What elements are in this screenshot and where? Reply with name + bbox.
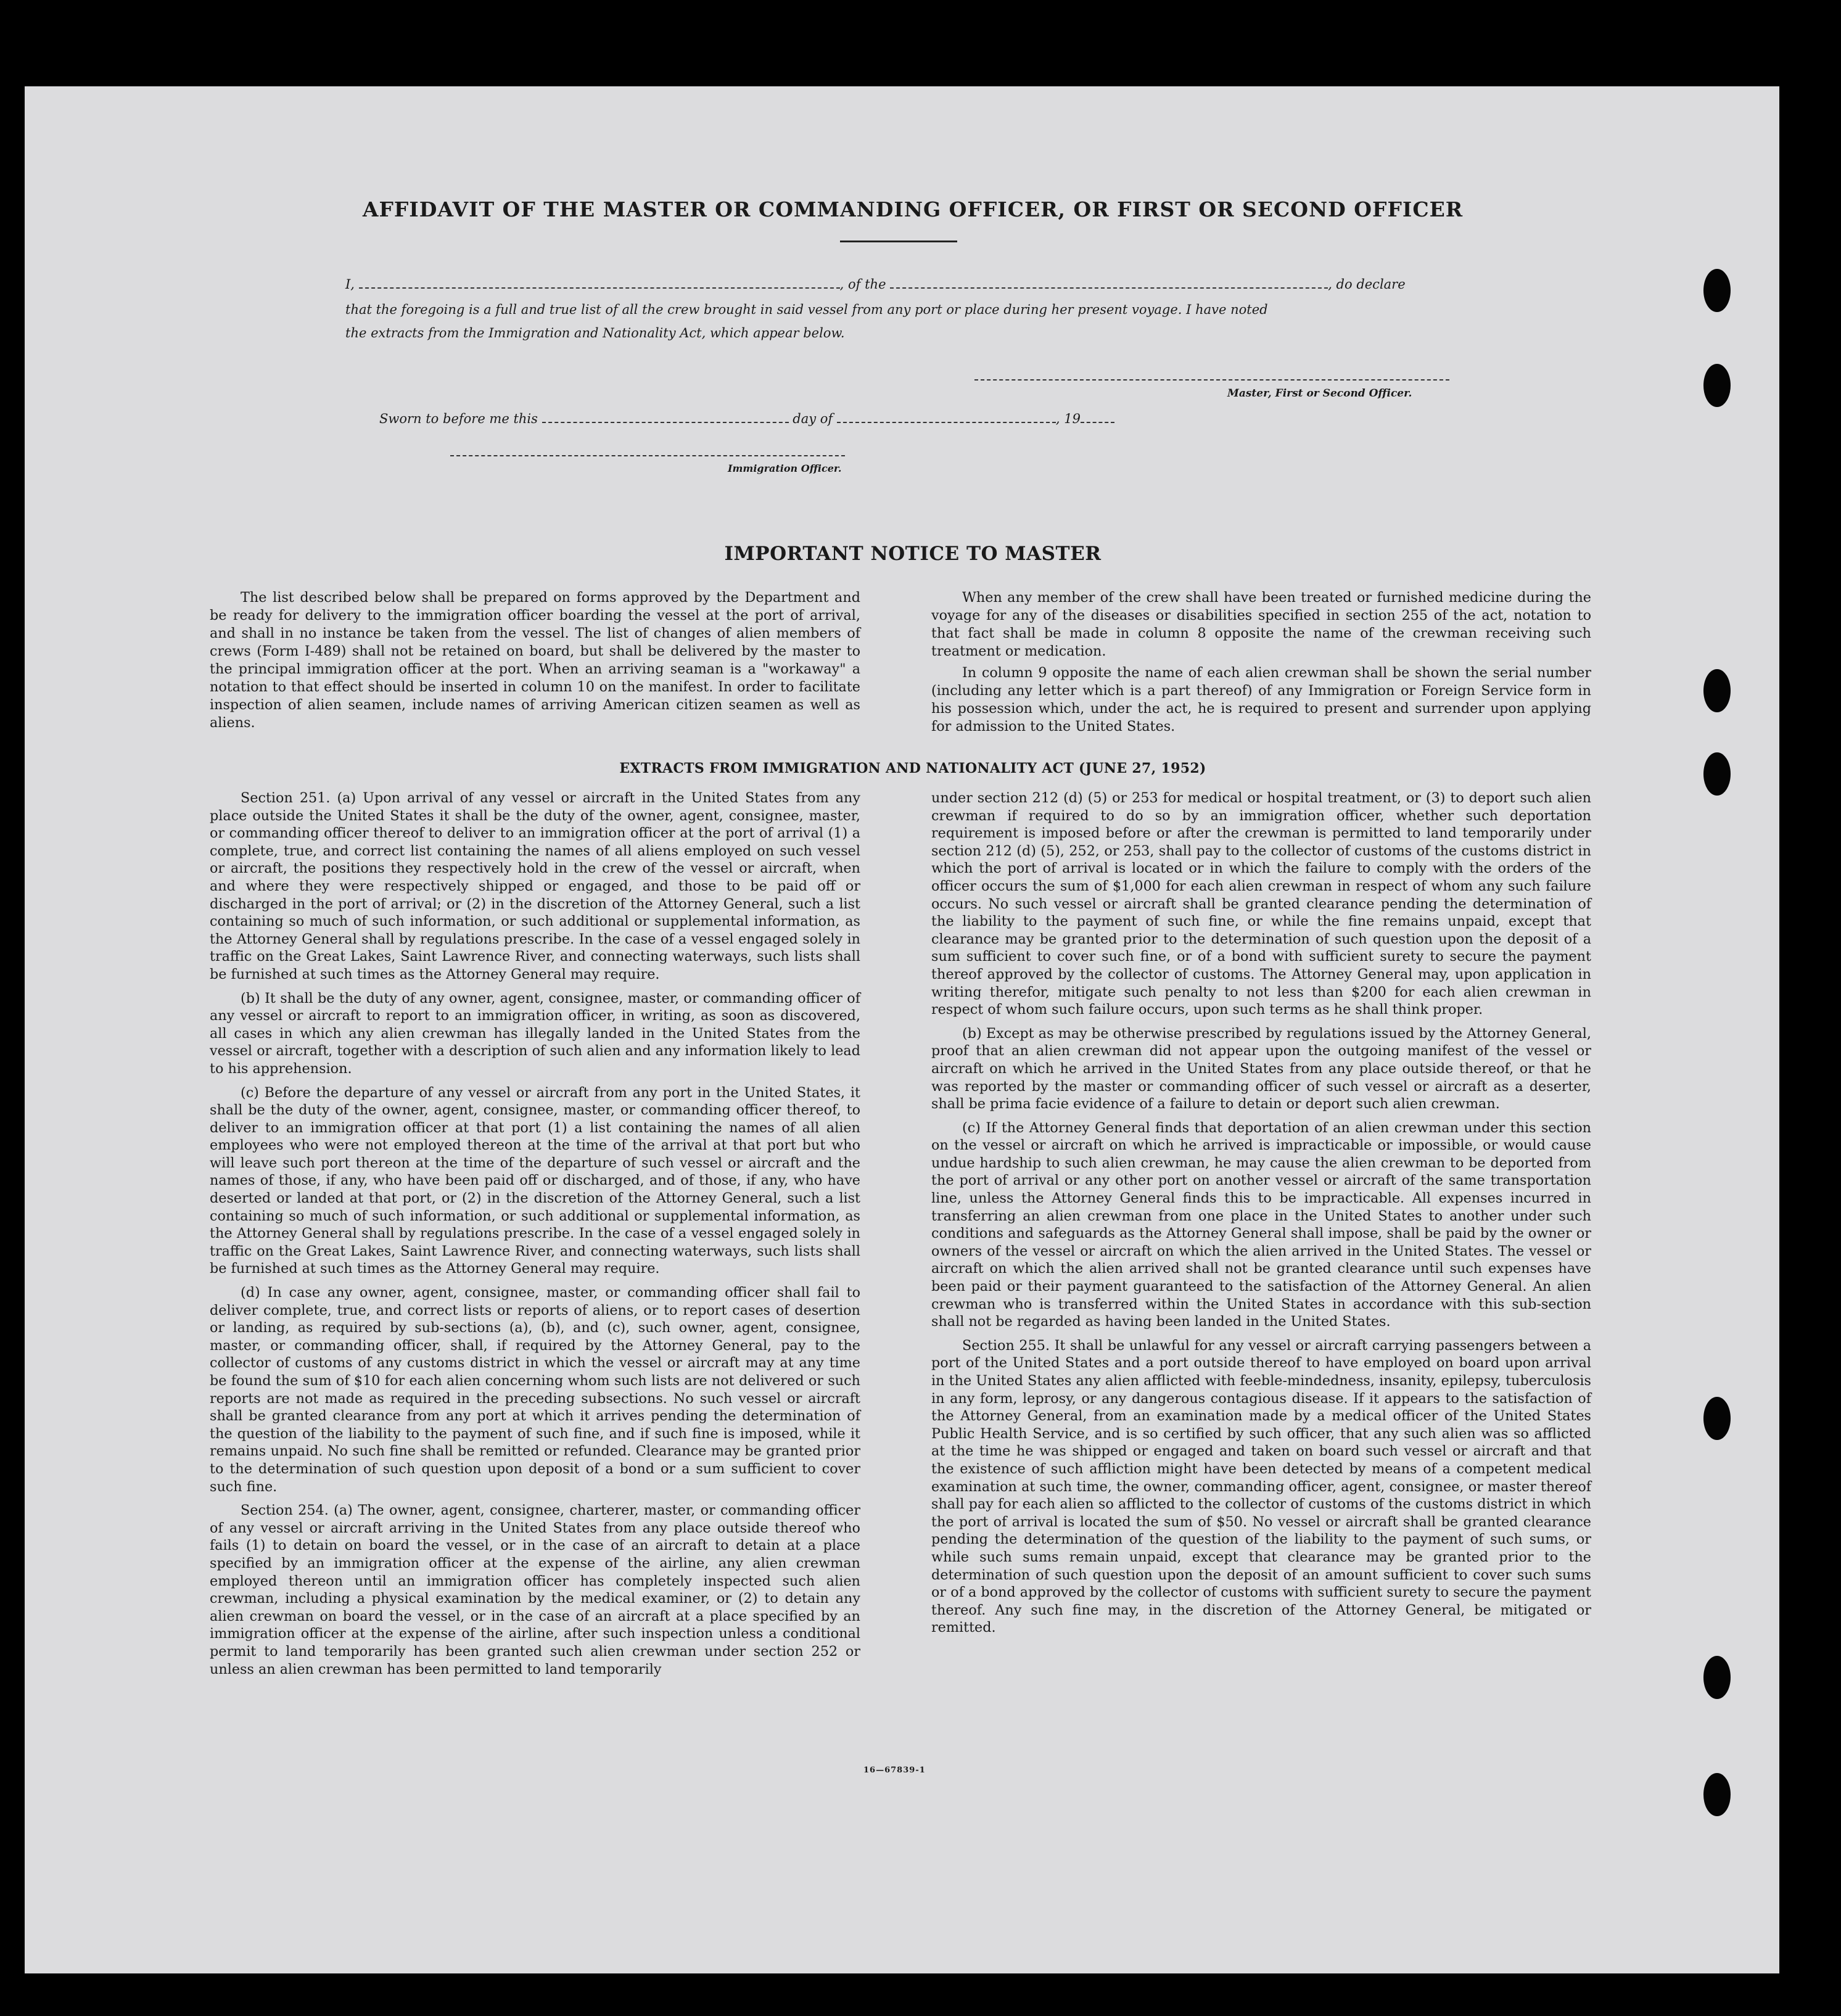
title-divider: [840, 241, 957, 242]
sworn-line: [379, 407, 1114, 426]
extract-paragraph: (c) Before the departure of any vessel or aircraft from any port in the United States, it shall be the duty of the owner, agent, consignee, master, or commanding officer thereof, to deliver to an immigration officer at that port (1) a list containing the names of all alien employees who were not employed thereon at the time of the arrival at that port but who will leave such port thereon at the time of the departure of such vessel or aircraft and the names of those, if any, who have been paid off or discharged, and of those, if any, who have deserted or landed at that port, or (2) in the discretion of the Attorney General, such a list containing so much of such information, or such additional or supplemental information, as the Attorney General shall by regulations prescribe. In the case of a vessel engaged solely in traffic on the Great Lakes, Saint Lawrence River, and connecting waterways, such lists shall be furnished at such times as the Attorney General may require.: [210, 1084, 860, 1277]
binder-hole: [1703, 1397, 1731, 1440]
extract-paragraph: (b) It shall be the duty of any owner, agent, consignee, master, or commanding officer of any vessel or aircraft to report to an immigration officer, in writing, as soon as discovered, all cases in which any alien crewman has illegally landed in the United States from the vessel or aircraft, together with a description of such alien and any information likely to lead to his apprehension.: [210, 990, 860, 1077]
vessel-name-field[interactable]: [890, 273, 1328, 289]
binder-hole: [1703, 669, 1731, 712]
notice-paragraph: When any member of the crew shall have been treated or furnished medicine during the voyage for any of the diseases or disabilities specified in section 255 of the act, notation to that fact shall be made in column 8 opposite the name of the crewman receiving such treatment or medication.: [931, 590, 1591, 659]
immigration-officer-signature-field[interactable]: [450, 455, 845, 456]
binder-hole: [1703, 1656, 1731, 1699]
binder-hole: [1703, 752, 1731, 796]
sworn-year-field[interactable]: [1081, 407, 1114, 423]
vessel-prefix: , of the: [839, 277, 886, 292]
form-number: 16—67839-1: [863, 1766, 926, 1775]
sworn-prefix: Sworn to before me this: [379, 411, 538, 426]
master-signature-field[interactable]: [974, 379, 1449, 381]
extract-paragraph: Section 251. (a) Upon arrival of any vessel or aircraft in the United States from any place outside the United States it shall be the duty of the owner, agent, consignee, master, or commanding officer thereof to deliver to an immigration officer at the port of arrival (1) a complete, true, and correct list containing the names of all aliens employed on such vessel or aircraft, the positions they respectively hold in the crew of the vessel or aircraft, when and where they were respectively shipped or engaged, and those to be paid off or discharged in the port of arrival; or (2) in the discretion of the Attorney General, such a list containing so much of such information, or such additional or supplemental information, as the Attorney General shall by regulations prescribe. In the case of a vessel engaged solely in traffic on the Great Lakes, Saint Lawrence River, and connecting waterways, such lists shall be furnished at such times as the Attorney General may require.: [210, 790, 860, 982]
notice-left-column: [210, 589, 860, 736]
binder-hole: [1703, 269, 1731, 312]
extracts-title: EXTRACTS FROM IMMIGRATION AND NATIONALITY ACT (JUNE 27, 1952): [619, 760, 1206, 776]
affidavit-title: AFFIDAVIT OF THE MASTER OR COMMANDING OFFICER, OR FIRST OR SECOND OFFICER: [362, 197, 1464, 221]
notice-paragraph: In column 9 opposite the name of each alien crewman shall be shown the serial number (including any letter which is a part thereof) of any Immigration or Foreign Service form in his possession which, under the act, he is required to present and surrender upon applying for admission to the United States.: [931, 665, 1591, 734]
notice-title: IMPORTANT NOTICE TO MASTER: [724, 543, 1102, 565]
extracts-right-column: [931, 789, 1591, 1643]
extract-paragraph: under section 212 (d) (5) or 253 for medical or hospital treatment, or (3) to deport such alien crewman if required to do so by an immigration officer, whether such deportation requirement is imposed before or after the crewman is permitted to land temporarily under section 212 (d) (5), 252, or 253, shall pay to the collector of customs of the customs district in which the port of arrival is located or in which the failure to comply with the orders of the officer occurs the sum of $1,000 for each alien crewman in respect of whom any such failure occurs. No such vessel or aircraft shall be granted clearance pending the determination of the liability to the payment of such fine, or while the fine remains unpaid, except that clearance may be granted prior to the determination of such question upon the deposit of a sum sufficient to cover such fine, or of a bond with sufficient surety to secure the payment thereof approved by the collector of customs. The Attorney General may, upon application in writing therefor, mitigate such penalty to not less than $200 for each alien crewman in respect of whom such failure occurs, upon such terms as he shall think proper.: [931, 790, 1591, 1018]
declarant-prefix: I,: [345, 277, 355, 292]
affidavit-declaration-line: [345, 273, 1406, 292]
notice-paragraph: The list described below shall be prepared on forms approved by the Department and be ready for delivery to the immigration officer boarding the vessel at the port of arrival, and shall in no instance be taken from the vessel. The list of changes of alien members of crews (Form I-489) shall not be retained on board, but shall be delivered by the master to the principal immigration officer at the port. When an arriving seaman is a "workaway" a notation to that effect should be inserted in column 10 on the manifest. In order to facilitate inspection of alien seamen, include names of arriving American citizen seamen as well as aliens.: [210, 590, 860, 731]
extracts-left-column: [210, 789, 860, 1684]
extract-paragraph: (b) Except as may be otherwise prescribed by regulations issued by the Attorney General, proof that an alien crewman did not appear upon the outgoing manifest of the vessel or aircraft on which he arrived in the United States from any place outside thereof, or that he was reported by the master or commanding officer of such vessel or aircraft as a deserter, shall be prima facie evidence of a failure to detain or deport such alien crewman.: [931, 1025, 1591, 1113]
extract-paragraph: (c) If the Attorney General finds that deportation of an alien crewman under this section on the vessel or aircraft on which he arrived is impracticable or impossible, or would cause undue hardship to such alien crewman, he may cause the alien crewman to be deported from the port of arrival or any other port on another vessel or aircraft of the same transportation line, unless the Attorney General finds this to be impracticable. All expenses incurred in transferring an alien crewman from one place in the United States to another under such conditions and safeguards as the Attorney General shall impose, shall be paid by the owner or owners of the vessel or aircraft on which the alien arrived in the United States. The vessel or aircraft on which the alien arrived shall not be granted clearance until such expenses have been paid or their payment guaranteed to the satisfaction of the Attorney General. An alien crewman who is transferred within the United States in accordance with this sub-section shall not be regarded as having been landed in the United States.: [931, 1119, 1591, 1330]
extract-paragraph: (d) In case any owner, agent, consignee, master, or commanding officer shall fail to deliver complete, true, and correct lists or reports of aliens, or to report cases of desertion or landing, as required by sub-sections (a), (b), and (c), such owner, agent, consignee, master, or commanding officer, shall, if required by the Attorney General, pay to the collector of customs of any customs district in which the vessel or aircraft may at any time be found the sum of $10 for each alien concerning whom such lists are not delivered or such reports are not made as required in the preceding subsections. No such vessel or aircraft shall be granted clearance from any port at which it arrives pending the determination of the question of the liability to the payment of such fine, and if such fine is imposed, while it remains unpaid. No such fine shall be remitted or refunded. Clearance may be granted prior to the determination of such question upon deposit of a bond or a sum sufficient to cover such fine.: [210, 1285, 860, 1495]
affidavit-text-line: the extracts from the Immigration and Nationality Act, which appear below.: [345, 326, 845, 340]
sworn-day-field[interactable]: [542, 407, 789, 423]
affidavit-text-line: that the foregoing is a full and true list of all the crew brought in said vessel from any port or place during her present voyage. I have noted: [345, 302, 1268, 317]
year-prefix: , 19: [1055, 411, 1081, 426]
day-of-label: day of: [793, 411, 833, 426]
document-page: [25, 86, 1779, 1973]
notice-right-column: [931, 589, 1591, 739]
extract-paragraph: Section 254. (a) The owner, agent, consignee, charterer, master, or commanding officer of any vessel or aircraft arriving in the United States from any place outside thereof who fails (1) to detain on board the vessel, or in the case of an aircraft to detain at a place specified by an immigration officer at the expense of the airline, any alien crewman employed thereon until an immigration officer has completely inspected such alien crewman, including a physical examination by the medical examiner, or (2) to detain any alien crewman on board the vessel, or in the case of an aircraft at a place specified by an immigration officer at the expense of the airline, after such inspection unless a conditional permit to land temporarily has been granted such alien crewman under section 252 or unless an alien crewman has been permitted to land temporarily: [210, 1502, 860, 1677]
declare-suffix: , do declare: [1328, 277, 1406, 292]
sworn-month-field[interactable]: [837, 407, 1056, 423]
declarant-name-field[interactable]: [359, 273, 840, 289]
binder-hole: [1703, 364, 1731, 407]
immigration-officer-caption: Immigration Officer.: [728, 463, 842, 474]
extract-paragraph: Section 255. It shall be unlawful for any vessel or aircraft carrying passengers between a port of the United States and a port outside thereof to have employed on board upon arrival in the United States any alien afflicted with feeble-mindedness, insanity, epilepsy, tuberculosis in any form, leprosy, or any dangerous contagious disease. If it appears to the satisfaction of the Attorney General, from an examination made by a medical officer of the United States Public Health Service, and is so certified by such officer, that any such alien was so afflicted at the time he was shipped or engaged and taken on board such vessel or aircraft and that the existence of such affliction might have been detected by means of a competent medical examination at such time, the owner, commanding officer, agent, consignee, or master thereof shall pay for each alien so afflicted to the collector of customs of the customs district in which the port of arrival is located the sum of $50. No vessel or aircraft shall be granted clearance pending the determination of the question of the liability to the payment of such sums, or while such sums remain unpaid, except that clearance may be granted prior to the determination of such question upon the deposit of an amount sufficient to cover such sums or of a bond approved by the collector of customs with sufficient surety to secure the payment thereof. Any such fine may, in the discretion of the Attorney General, be mitigated or remitted.: [931, 1337, 1591, 1636]
binder-hole: [1703, 1773, 1731, 1816]
master-signature-caption: Master, First or Second Officer.: [1227, 387, 1412, 400]
